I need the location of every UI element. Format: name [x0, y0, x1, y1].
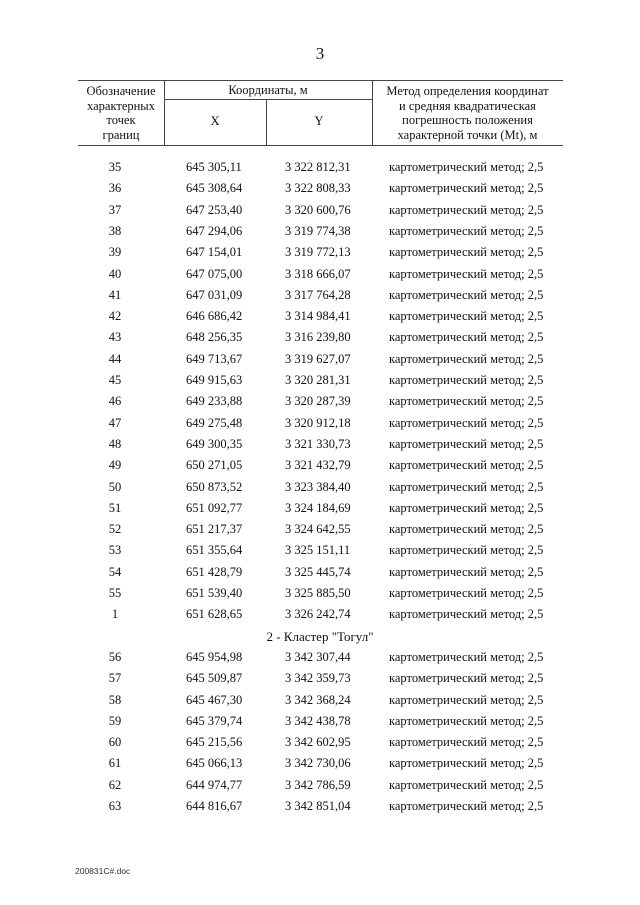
- point-number: 36: [108, 181, 122, 196]
- table-row: [0, 735, 640, 756]
- header-subrule: [164, 99, 372, 100]
- coord-y: 3 317 764,28: [285, 287, 351, 302]
- header-x: X: [210, 114, 220, 128]
- point-number: 52: [108, 522, 122, 537]
- coord-x: 645 467,30: [186, 692, 243, 707]
- coord-y: 3 320 287,39: [285, 394, 351, 409]
- coord-x: 645 379,74: [186, 713, 243, 728]
- table-row: [0, 245, 640, 266]
- coord-y: 3 326 242,74: [285, 607, 351, 622]
- coord-y: 3 320 600,76: [285, 202, 351, 217]
- coord-x: 650 873,52: [186, 479, 243, 494]
- method: картометрический метод; 2,5: [389, 500, 544, 515]
- coord-y: 3 342 786,59: [285, 777, 351, 792]
- method: картометрический метод; 2,5: [389, 799, 544, 813]
- section-title: 2 - Кластер "Тогул": [266, 628, 374, 644]
- method: картометрический метод; 2,5: [389, 245, 544, 260]
- table-row: [0, 267, 640, 288]
- table-row: [0, 480, 640, 501]
- coord-x: 651 092,77: [186, 500, 243, 515]
- method: картометрический метод; 2,5: [389, 309, 544, 324]
- table-row: [0, 501, 640, 522]
- coord-y: 3 342 602,95: [285, 735, 351, 750]
- coord-x: 645 305,11: [186, 160, 242, 174]
- table-row: [0, 437, 640, 458]
- coord-y: 3 319 627,07: [285, 351, 351, 366]
- coord-x: 649 233,88: [186, 394, 243, 409]
- coord-x: 646 686,42: [186, 309, 243, 324]
- table-row: [0, 671, 640, 692]
- coord-y: 3 322 812,31: [285, 160, 351, 174]
- point-number: 48: [108, 436, 122, 451]
- table-row: [0, 181, 640, 202]
- table-row: [0, 650, 640, 671]
- coord-x: 647 253,40: [186, 202, 243, 217]
- method: картометрический метод; 2,5: [389, 351, 544, 366]
- coord-y: 3 325 151,11: [285, 543, 351, 558]
- method: картометрический метод; 2,5: [389, 777, 544, 792]
- coord-x: 645 215,56: [186, 735, 243, 750]
- method: картометрический метод; 2,5: [389, 607, 544, 622]
- coord-y: 3 342 438,78: [285, 713, 351, 728]
- method: картометрический метод; 2,5: [389, 564, 544, 579]
- method: картометрический метод; 2,5: [389, 692, 544, 707]
- table-row: [0, 458, 640, 479]
- coord-x: 645 954,98: [186, 649, 243, 664]
- point-number: 56: [108, 649, 122, 664]
- table-row: [0, 394, 640, 415]
- point-number: 47: [108, 415, 122, 430]
- table-row: [0, 586, 640, 607]
- point-number: 53: [108, 543, 122, 558]
- method: картометрический метод; 2,5: [389, 458, 544, 473]
- point-number: 58: [108, 692, 122, 707]
- page-number: 3: [315, 44, 325, 63]
- coord-x: 649 275,48: [186, 415, 243, 430]
- coord-y: 3 342 368,24: [285, 692, 351, 707]
- table-row: [0, 693, 640, 714]
- coord-x: 647 075,00: [186, 266, 243, 281]
- header-method: Метод определения координат и средняя квадратическая погрешность положения характерной точки (Mt), м: [386, 84, 549, 142]
- table-row: [0, 309, 640, 330]
- coord-x: 648 256,35: [186, 330, 243, 345]
- coord-y: 3 320 912,18: [285, 415, 351, 430]
- coord-y: 3 321 330,73: [285, 436, 351, 451]
- point-number: 39: [108, 245, 122, 260]
- coord-y: 3 342 307,44: [285, 649, 351, 664]
- coord-y: 3 318 666,07: [285, 266, 351, 281]
- point-number: 59: [108, 713, 122, 728]
- point-number: 43: [108, 330, 122, 345]
- coord-x: 644 974,77: [186, 777, 243, 792]
- coord-y: 3 321 432,79: [285, 458, 351, 473]
- point-number: 41: [108, 287, 122, 302]
- point-number: 49: [108, 458, 122, 473]
- method: картометрический метод; 2,5: [389, 160, 544, 174]
- point-number: 40: [108, 266, 122, 281]
- table-row: [0, 373, 640, 394]
- coord-y: 3 316 239,80: [285, 330, 351, 345]
- method: картометрический метод; 2,5: [389, 479, 544, 494]
- coord-y: 3 324 184,69: [285, 500, 351, 515]
- table-row: [0, 543, 640, 564]
- coord-y: 3 323 384,40: [285, 479, 351, 494]
- table-row: [0, 756, 640, 777]
- coord-x: 647 031,09: [186, 287, 243, 302]
- coord-x: 651 428,79: [186, 564, 243, 579]
- method: картометрический метод; 2,5: [389, 522, 544, 537]
- table-row: [0, 799, 640, 820]
- coord-x: 645 066,13: [186, 756, 243, 771]
- header-top-rule: [78, 80, 563, 81]
- header-point-designation: Обозначение характерных точек границ: [86, 84, 156, 142]
- method: картометрический метод; 2,5: [389, 713, 544, 728]
- table-row: [0, 714, 640, 735]
- point-number: 1: [111, 607, 119, 622]
- point-number: 45: [108, 373, 122, 387]
- point-number: 42: [108, 309, 122, 324]
- point-number: 44: [108, 351, 122, 366]
- table-row: [0, 352, 640, 373]
- coord-x: 649 713,67: [186, 351, 243, 366]
- coord-x: 651 217,37: [186, 522, 243, 537]
- point-number: 60: [108, 735, 122, 750]
- coord-y: 3 342 851,04: [285, 799, 351, 813]
- point-number: 54: [108, 564, 122, 579]
- coord-y: 3 324 642,55: [285, 522, 351, 537]
- point-number: 37: [108, 202, 122, 217]
- footer-filename: 200831С#.doc: [75, 866, 131, 876]
- method: картометрический метод; 2,5: [389, 586, 544, 600]
- table-row: [0, 416, 640, 437]
- method: картометрический метод; 2,5: [389, 330, 544, 345]
- coord-x: 650 271,05: [186, 458, 243, 473]
- method: картометрический метод; 2,5: [389, 223, 544, 238]
- coord-x: 651 628,65: [186, 607, 243, 622]
- header-coordinates: Координаты, м: [228, 83, 308, 97]
- coord-x: 644 816,67: [186, 799, 243, 813]
- method: картометрический метод; 2,5: [389, 543, 544, 558]
- point-number: 38: [108, 223, 122, 238]
- table-row: [0, 288, 640, 309]
- coord-y: 3 314 984,41: [285, 309, 351, 324]
- point-number: 50: [108, 479, 122, 494]
- coord-y: 3 342 730,06: [285, 756, 351, 771]
- table-row: [0, 224, 640, 245]
- method: картометрический метод; 2,5: [389, 202, 544, 217]
- method: картометрический метод; 2,5: [389, 181, 544, 196]
- method: картометрический метод; 2,5: [389, 671, 544, 686]
- coord-y: 3 322 808,33: [285, 181, 351, 196]
- table-row: [0, 778, 640, 799]
- header-bottom-rule: [78, 145, 563, 146]
- method: картометрический метод; 2,5: [389, 649, 544, 664]
- coord-y: 3 319 772,13: [285, 245, 351, 260]
- table-row: [0, 522, 640, 543]
- point-number: 62: [108, 777, 122, 792]
- coord-x: 649 915,63: [186, 373, 243, 387]
- method: картометрический метод; 2,5: [389, 287, 544, 302]
- table-row: [0, 160, 640, 181]
- header-y: Y: [314, 114, 324, 128]
- point-number: 57: [108, 671, 122, 686]
- table-header: [78, 80, 563, 146]
- table-row: [0, 607, 640, 628]
- method: картометрический метод; 2,5: [389, 394, 544, 409]
- point-number: 55: [108, 586, 122, 600]
- point-number: 61: [108, 756, 122, 771]
- point-number: 46: [108, 394, 122, 409]
- point-number: 35: [108, 160, 122, 174]
- table-row: [0, 565, 640, 586]
- coord-y: 3 325 885,50: [285, 586, 351, 600]
- coord-x: 651 355,64: [186, 543, 243, 558]
- coord-y: 3 325 445,74: [285, 564, 351, 579]
- coord-x: 645 509,87: [186, 671, 243, 686]
- coord-y: 3 342 359,73: [285, 671, 351, 686]
- coord-x: 649 300,35: [186, 436, 243, 451]
- coord-x: 647 294,06: [186, 223, 243, 238]
- table-row: [0, 203, 640, 224]
- table-row: [0, 330, 640, 351]
- point-number: 63: [108, 799, 122, 813]
- coord-x: 651 539,40: [186, 586, 243, 600]
- method: картометрический метод; 2,5: [389, 415, 544, 430]
- method: картометрический метод; 2,5: [389, 266, 544, 281]
- coord-y: 3 320 281,31: [285, 373, 351, 387]
- coord-x: 645 308,64: [186, 181, 243, 196]
- coord-x: 647 154,01: [186, 245, 243, 260]
- method: картометрический метод; 2,5: [389, 436, 544, 451]
- coord-y: 3 319 774,38: [285, 223, 351, 238]
- method: картометрический метод; 2,5: [389, 373, 544, 387]
- point-number: 51: [108, 500, 122, 515]
- method: картометрический метод; 2,5: [389, 756, 544, 771]
- method: картометрический метод; 2,5: [389, 735, 544, 750]
